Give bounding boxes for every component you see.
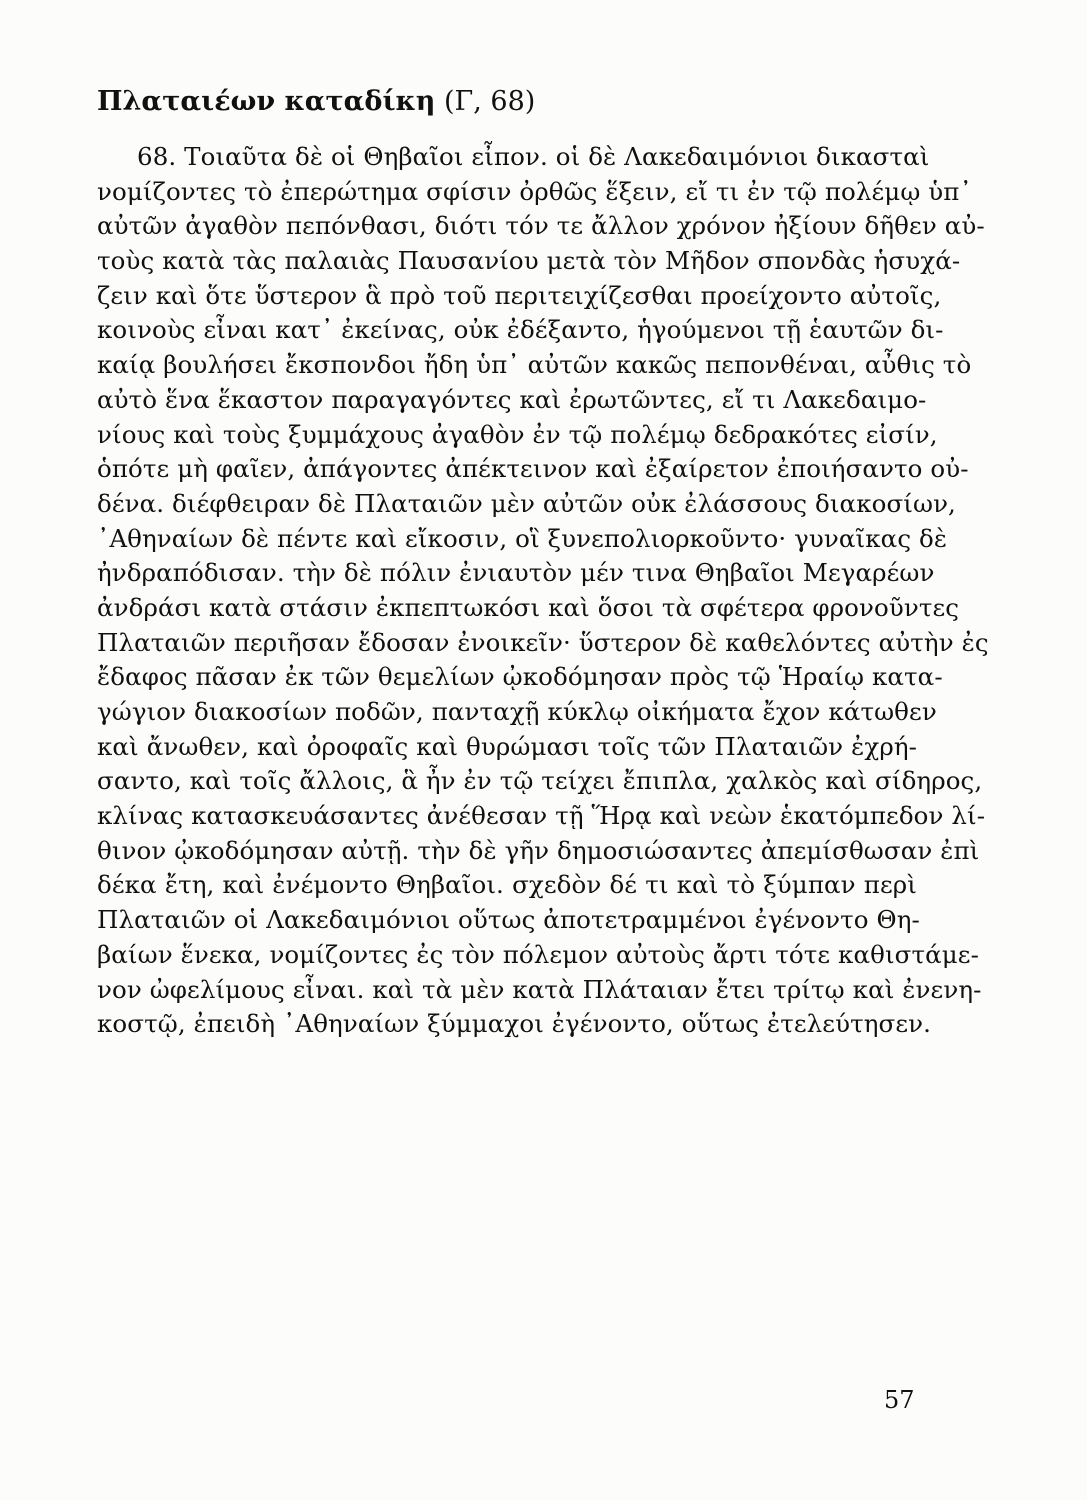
text-line: σαντο, καὶ τοῖς ἄλλοις, ἃ ἦν ἐν τῷ τείχει ἔπιπλα, χαλκὸς καὶ σίδηρος, [97,766,983,796]
text-line: γώγιον διακοσίων ποδῶν, πανταχῇ κύκλῳ οἰκήματα ἔχον κάτωθεν [97,697,937,726]
page-number: 57 [884,1386,915,1414]
text-line: Πλαταιῶν οἱ Λακεδαιμόνιοι οὕτως ἀποτετραμμένοι ἐγένοντο Θη- [97,905,920,935]
text-line: κοινοὺς εἶναι κατ᾽ ἐκείνας, οὐκ ἐδέξαντο, ἡγούμενοι τῇ ἑαυτῶν δι- [97,315,944,345]
text-line: ὁπότε μὴ φαῖεν, ἀπάγοντες ἀπέκτεινον καὶ ἐξαίρετον ἐποιήσαντο οὐ- [97,454,969,484]
text-line: αὐτῶν ἀγαθὸν πεπόνθασι, διότι τόν τε ἄλλον χρόνον ἠξίουν δῆθεν αὐ- [97,211,985,241]
text-line: νίους καὶ τοὺς ξυμμάχους ἀγαθὸν ἐν τῷ πολέμῳ δεδρακότες εἰσίν, [97,419,938,449]
section-heading [97,82,535,122]
text-line: βαίων ἕνεκα, νομίζοντες ἐς τὸν πόλεμον αὐτοὺς ἄρτι τότε καθιστάμε- [97,939,979,969]
greek-text-paragraph [97,140,989,1042]
text-line: δέκα ἔτη, καὶ ἐνέμοντο Θηβαῖοι. σχεδὸν δέ τι καὶ τὸ ξύμπαν περὶ [97,870,917,900]
text-line: τοὺς κατὰ τὰς παλαιὰς Παυσανίου μετὰ τὸν Μῆδον σπονδὰς ἡσυχά- [97,246,961,276]
text-line: αὐτὸ ἕνα ἕκαστον παραγαγόντες καὶ ἐρωτῶντες, εἴ τι Λακεδαιμο- [97,384,927,414]
text-line: καὶ ἄνωθεν, καὶ ὀροφαῖς καὶ θυρώμασι τοῖς τῶν Πλαταιῶν ἐχρή- [97,731,917,761]
text-line: Πλαταιῶν περιῆσαν ἔδοσαν ἐνοικεῖν· ὕστερον δὲ καθελόντες αὐτὴν ἐς [97,627,989,657]
text-line: κοστῷ, ἐπειδὴ ᾽Αθηναίων ξύμμαχοι ἐγένοντο, οὕτως ἐτελεύτησεν. [97,1009,932,1039]
text-line: νομίζοντες τὸ ἐπερώτημα σφίσιν ὀρθῶς ἕξειν, εἴ τι ἐν τῷ πολέμῳ ὑπ᾽ [97,176,972,206]
section-title: Πλαταιέων καταδίκη [97,86,436,117]
text-line: καίᾳ βουλήσει ἔκσπονδοι ἤδη ὑπ᾽ αὐτῶν κακῶς πεπονθέναι, αὖθις τὸ [97,350,972,380]
text-line: νον ὠφελίμους εἶναι. καὶ τὰ μὲν κατὰ Πλάταιαν ἔτει τρίτῳ καὶ ἐνενη- [97,974,982,1004]
text-line: ᾽Αθηναίων δὲ πέντε καὶ εἴκοσιν, οἳ ξυνεπολιορκοῦντο· γυναῖκας δὲ [97,523,948,553]
text-line: ἠνδραπόδισαν. τὴν δὲ πόλιν ἐνιαυτὸν μέν τινα Θηβαῖοι Μεγαρέων [97,558,935,588]
text-line: ζειν καὶ ὅτε ὕστερον ἃ πρὸ τοῦ περιτειχίζεσθαι προείχοντο αὐτοῖς, [97,280,942,310]
text-line: ἔδαφος πᾶσαν ἐκ τῶν θεμελίων ᾠκοδόμησαν πρὸς τῷ Ἡραίῳ κατα- [97,662,943,692]
text-line: δένα. διέφθειραν δὲ Πλαταιῶν μὲν αὐτῶν οὐκ ἐλάσσους διακοσίων, [97,488,956,518]
text-line: θινον ᾠκοδόμησαν αὐτῇ. τὴν δὲ γῆν δημοσιώσαντες ἀπεμίσθωσαν ἐπὶ [97,835,980,865]
section-reference: (Γ, 68) [443,86,536,117]
text-line: κλίνας κατασκευάσαντες ἀνέθεσαν τῇ Ἥρᾳ καὶ νεὼν ἑκατόμπεδον λί- [97,801,986,831]
text-line: 68. Τοιαῦτα δὲ οἱ Θηβαῖοι εἶπον. οἱ δὲ Λακεδαιμόνιοι δικασταὶ [137,142,930,171]
text-line: ἀνδράσι κατὰ στάσιν ἐκπεπτωκόσι καὶ ὅσοι τὰ σφέτερα φρονοῦντες [97,592,960,622]
